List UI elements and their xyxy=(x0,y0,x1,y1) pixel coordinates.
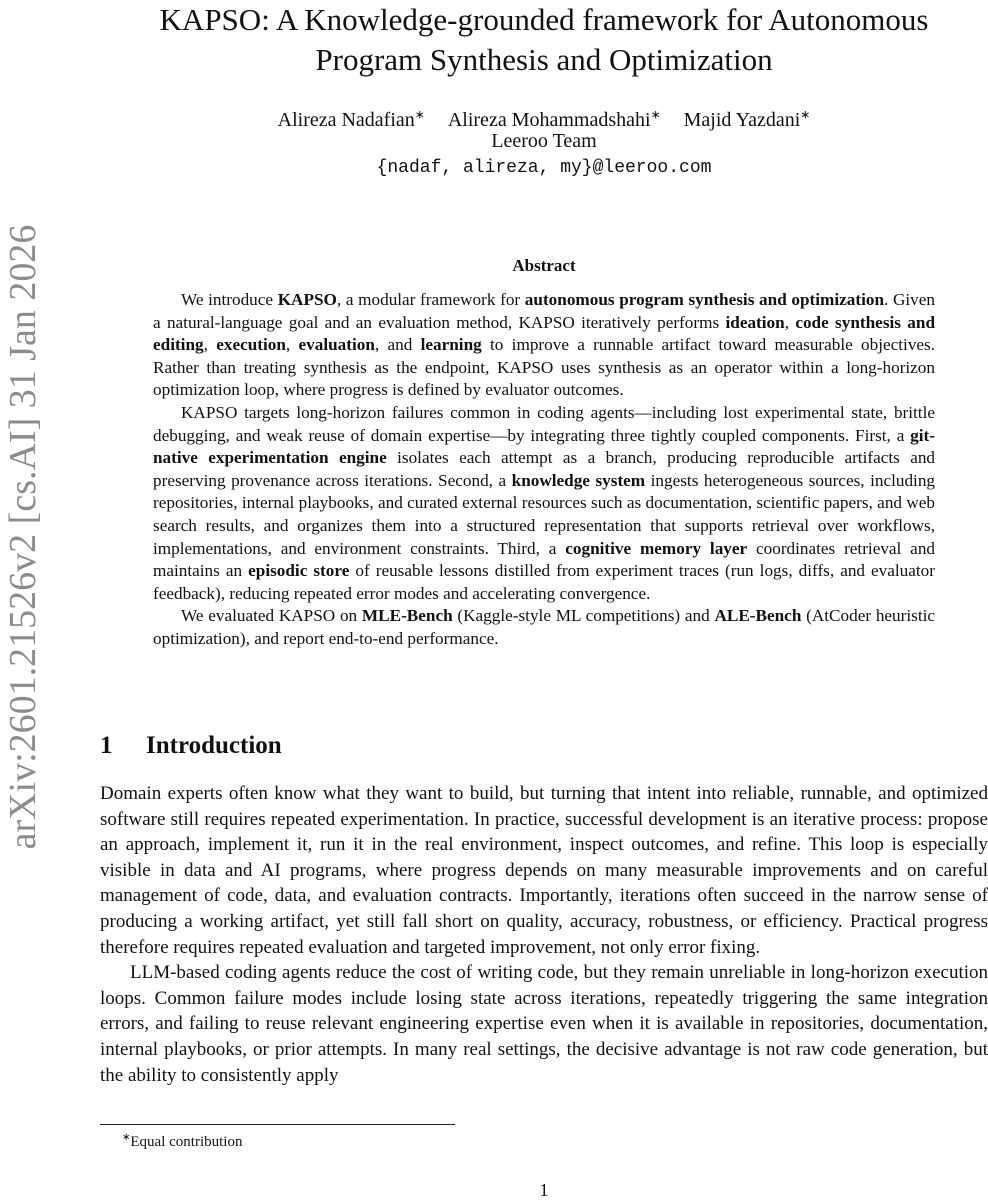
intro-paragraph-1: Domain experts often know what they want to build, but turning that intent into reliable, runnable, and optimized software still requires repeated experimentation. In practice, successful development is an iterative process: propose an approach, implement it, run it in the real environment, inspect outcomes, and refine. This loop is especially visible in data and AI programs, where progress depends on many measurable improvements and on careful management of code, data, and evaluation contracts. Importantly, iterations often succeed in the narrow sense of producing a working artifact, yet still fall short on quality, accuracy, robustness, or efficiency. Practical progress therefore requires repeated evaluation and targeted improvement, not only error fixing. xyxy=(100,783,988,958)
author-1: Alireza Nadafian∗ xyxy=(277,107,425,131)
section-heading-introduction xyxy=(100,730,988,762)
abstract-paragraph-3: We evaluated KAPSO on MLE-Bench (Kaggle-style ML competitions) and ALE-Bench (AtCoder heuristic optimization), and report end-to-end performance. xyxy=(153,606,935,648)
affiliation: Leeroo Team xyxy=(491,130,597,152)
section-title: Introduction xyxy=(146,732,282,759)
abstract-body xyxy=(153,289,935,651)
author-2: Alireza Mohammadshahi∗ xyxy=(447,107,661,131)
section-number: 1 xyxy=(100,732,113,759)
footnote: ∗Equal contribution xyxy=(122,1132,243,1150)
abstract-heading: Abstract xyxy=(512,256,576,275)
arxiv-identifier-stamp: arXiv:2601.21526v2 [cs.AI] 31 Jan 2026 xyxy=(2,224,44,850)
introduction-body xyxy=(100,781,988,1088)
abstract-paragraph-1: We introduce KAPSO, a modular framework for autonomous program synthesis and optimization. Given a natural-language goal and an evaluation method, KAPSO iteratively performs ideation, code synthesis and editing, execution, evaluation, and learning to improve a runnable artifact toward measurable objectives. Rather than treating synthesis as the endpoint, KAPSO uses synthesis as an operator within a long-horizon optimization loop, where progress is defined by evaluator outcomes. xyxy=(153,290,936,400)
title-line-2: Program Synthesis and Optimization xyxy=(315,42,773,77)
title-line-1: KAPSO: A Knowledge-grounded framework for Autonomous xyxy=(159,2,929,37)
author-email: {nadaf, alireza, my}@leeroo.com xyxy=(376,158,712,178)
footnote-divider xyxy=(100,1124,455,1125)
page-number: 1 xyxy=(539,1180,549,1200)
abstract-paragraph-2: KAPSO targets long-horizon failures common in coding agents—including lost experimental state, brittle debugging, and weak reuse of domain expertise—by integrating three tightly coupled components. First, a git-native experimentation engine isolates each attempt as a branch, producing reproducible artifacts and preserving provenance across iterations. Second, a knowledge system ingests heterogeneous sources, including repositories, internal playbooks, and curated external resources such as documentation, scientific papers, and web search results, and organizes them into a structured representation that supports retrieval over workflows, implementations, and environment constraints. Third, a cognitive memory layer coordinates retrieval and maintains an episodic store of reusable lessons distilled from experiment traces (run logs, diffs, and evaluator feedback), reducing repeated error modes and accelerating convergence. xyxy=(153,402,936,603)
paper-title xyxy=(100,0,988,80)
author-3: Majid Yazdani∗ xyxy=(683,107,811,131)
intro-paragraph-2: LLM-based coding agents reduce the cost of writing code, but they remain unreliable in long-horizon execution loops. Common failure modes include losing state across iterations, repeatedly triggering the same integration errors, and failing to reuse relevant engineering expertise even when it is available in repositories, documentation, internal playbooks, or prior attempts. In many real settings, the decisive advantage is not raw code generation, but the ability to consistently apply xyxy=(100,962,988,1086)
